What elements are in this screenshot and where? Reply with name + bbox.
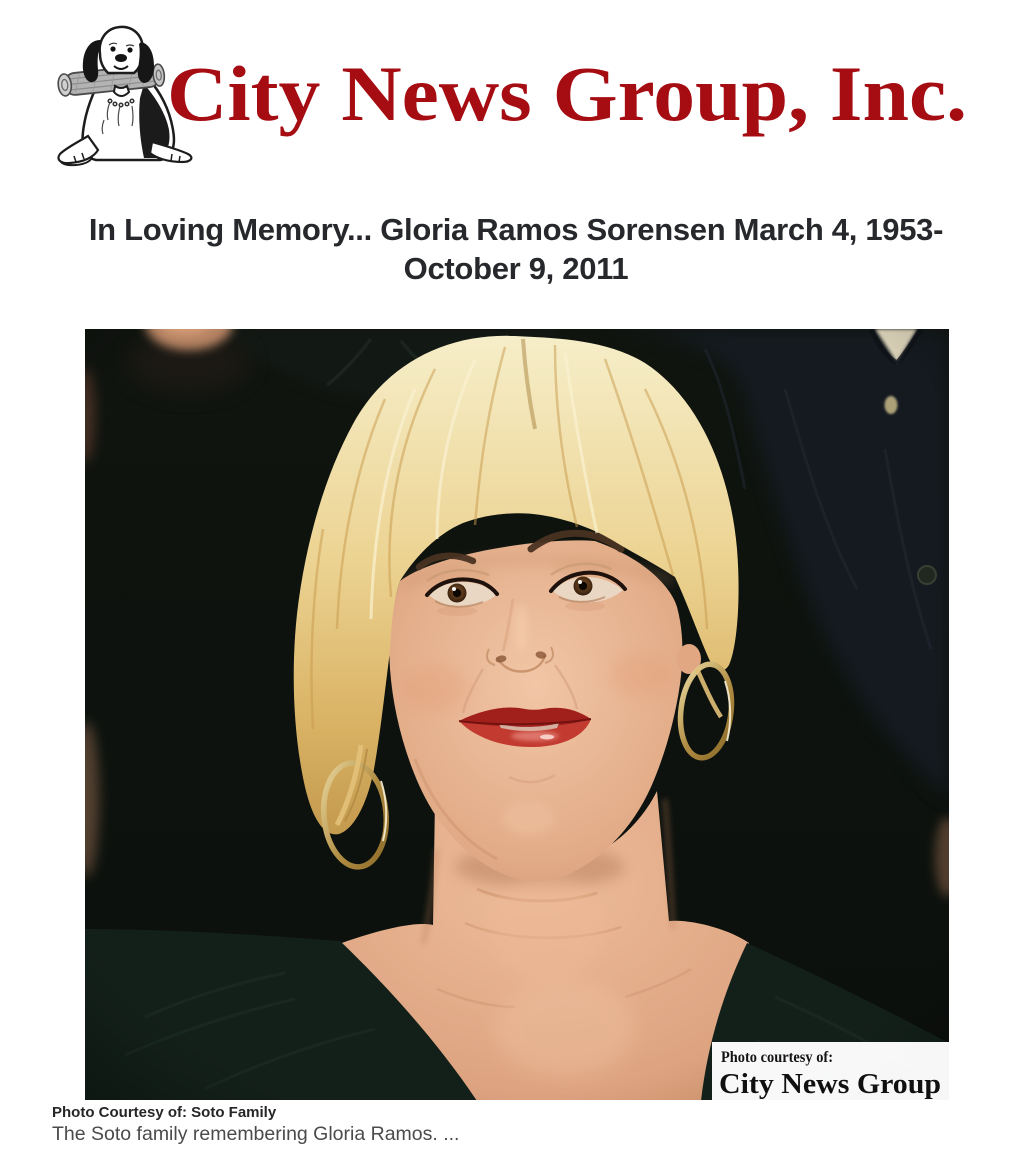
headline-line-1: In Loving Memory... Gloria Ramos Sorensen March 4, 1953- (88, 212, 944, 247)
article-photo (85, 329, 949, 1100)
portrait-photo-illustration (85, 329, 949, 1100)
site-logo[interactable] (40, 10, 975, 180)
photo-watermark (712, 1042, 949, 1100)
logo-text: City News Group, Inc. (167, 50, 968, 137)
watermark-label: Photo courtesy of: (721, 1049, 833, 1066)
article-headline (0, 210, 1032, 288)
headline-line-2: October 9, 2011 (403, 251, 629, 286)
photo-credit: Photo Courtesy of: Soto Family (52, 1104, 277, 1121)
watermark-brand: City News Group (719, 1068, 941, 1100)
photo-caption: The Soto family remembering Gloria Ramos. ... (52, 1123, 460, 1145)
